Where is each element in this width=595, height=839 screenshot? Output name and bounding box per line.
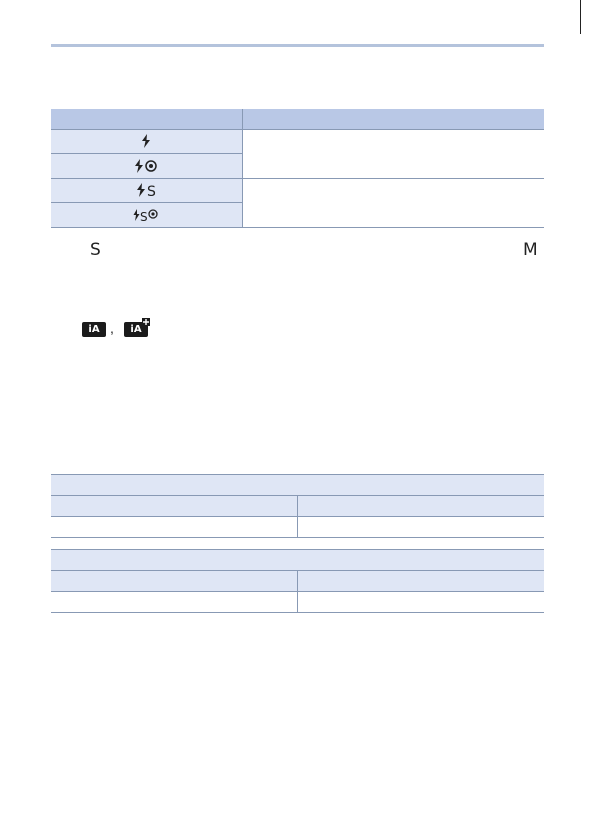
table2-col-header-right	[297, 571, 544, 592]
svg-text:S: S	[140, 209, 148, 222]
table-row	[51, 517, 544, 538]
flash-slow-sync-red-eye-icon	[51, 203, 242, 228]
mode-separator: ,	[110, 320, 114, 336]
shutter-priority-mode-icon: S	[90, 240, 101, 260]
page-edge-mark	[580, 0, 581, 34]
table2-cell-right	[297, 592, 544, 613]
plus-badge-icon	[142, 318, 150, 326]
table1-col-header-right	[297, 496, 544, 517]
intelligent-auto-plus-label: iA	[130, 324, 142, 335]
manual-mode-icon: M	[523, 240, 538, 260]
table1-cell-right	[297, 517, 544, 538]
table1-cell-left	[51, 517, 297, 538]
flash-desc-1	[242, 130, 544, 179]
flash-slow-sync-icon	[51, 179, 242, 203]
flash-table-header-col2	[242, 109, 544, 130]
flash-mode-table	[51, 109, 544, 228]
table-row	[51, 130, 544, 154]
table1-header	[51, 475, 544, 496]
flash-table-header	[51, 109, 544, 130]
table2-col-header-left	[51, 571, 297, 592]
table-row	[51, 179, 544, 203]
flash-table-header-col1	[51, 109, 242, 130]
intelligent-auto-icon: iA	[82, 322, 106, 337]
flash-red-eye-icon	[51, 154, 242, 179]
table2-header	[51, 550, 544, 571]
settings-table-2	[51, 549, 544, 613]
table1-col-header-left	[51, 496, 297, 517]
svg-text:S: S	[147, 184, 157, 199]
table2-cell-left	[51, 592, 297, 613]
header-rule	[51, 44, 544, 47]
settings-table-1	[51, 474, 544, 538]
flash-desc-2	[242, 179, 544, 228]
flash-forced-on-icon	[51, 130, 242, 154]
table-row	[51, 592, 544, 613]
